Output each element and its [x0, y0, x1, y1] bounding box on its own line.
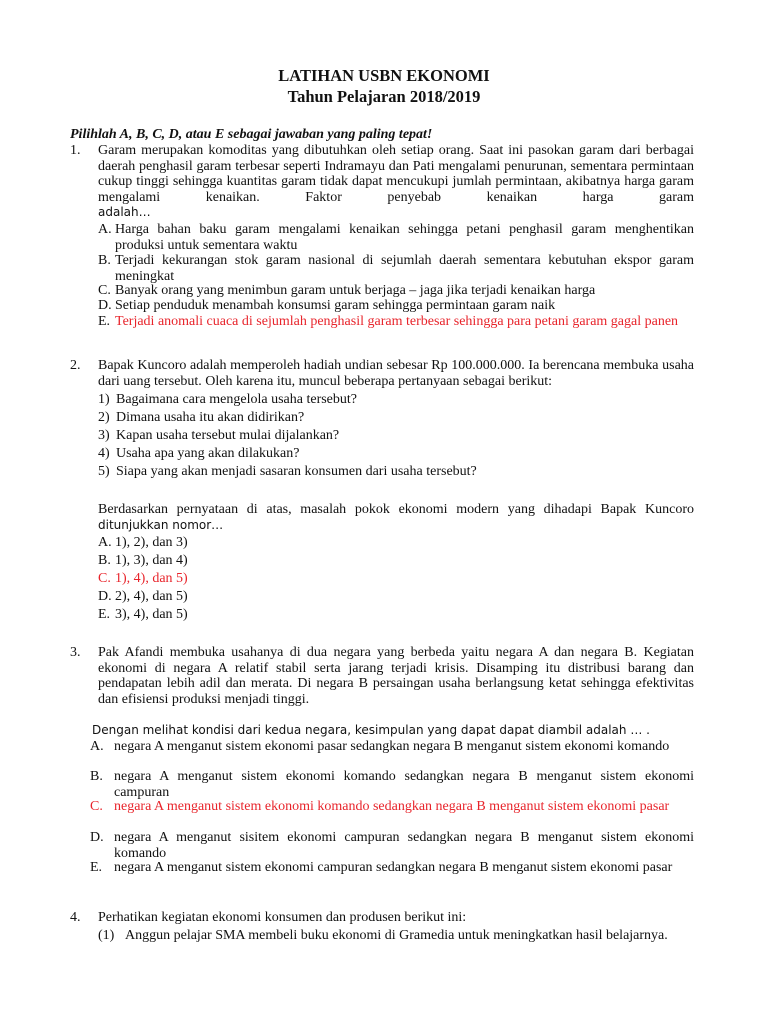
- question-1-number: 1.: [70, 143, 81, 158]
- question-2-item-4: 4) Usaha apa yang akan dilakukan?: [98, 446, 300, 461]
- question-3-option-a: A. negara A menganut sistem ekonomi pasar sedangkan negara B menganut sistem ekonomi komando: [90, 739, 670, 754]
- document-subtitle: Tahun Pelajaran 2018/2019: [287, 87, 481, 106]
- question-2-stem: Bapak Kuncoro adalah memperoleh hadiah undian sebesar Rp 100.000.000. Ia berencana membuka usaha dari uang tersebut. Oleh karena itu, muncul beberapa pertanyaan sebagai berikut:: [98, 358, 694, 389]
- question-2-item-1: 1) Bagaimana cara mengelola usaha tersebut?: [98, 392, 357, 407]
- question-2-item-5: 5) Siapa yang akan menjadi sasaran konsumen dari usaha tersebut?: [98, 464, 477, 479]
- question-1-option-a: A. Harga bahan baku garam mengalami kenaikan sehingga petani penghasil garam menghentikan produksi untuk sementara waktu: [98, 222, 694, 253]
- question-1-option-c: C. Banyak orang yang menimbun garam untuk berjaga – jaga jika terjadi kenaikan harga: [98, 283, 596, 298]
- question-2-item-2: 2) Dimana usaha itu akan didirikan?: [98, 410, 305, 425]
- question-2-number: 2.: [70, 358, 81, 373]
- question-2-option-a: A. 1), 2), dan 3): [98, 535, 188, 550]
- question-4-stem: Perhatikan kegiatan ekonomi konsumen dan produsen berikut ini:: [98, 910, 467, 925]
- question-3-stem: Pak Afandi membuka usahanya di dua negara yang berbeda yaitu negara A dan negara B. Kegiatan ekonomi di negara A relatif stabil serta jarang terjadi krisis. Disamping itu distribusi barang dan pendapatan lebih adil dan merata. Di negara B persaingan usaha berlangsung ketat sehingga efektivitas dan efisiensi produksi menjadi tinggi.: [98, 645, 694, 707]
- question-1-option-d: D. Setiap penduduk menambah konsumsi garam sehingga permintaan garam naik: [98, 298, 556, 313]
- document-title: LATIHAN USBN EKONOMI: [278, 66, 490, 85]
- instruction-text: Pilihlah A, B, C, D, atau E sebagai jawaban yang paling tepat!: [70, 127, 433, 142]
- question-1-option-e: E. Terjadi anomali cuaca di sejumlah penghasil garam terbesar sehingga para petani garam gagal panen: [98, 314, 679, 329]
- question-2-prompt: Berdasarkan pernyataan di atas, masalah pokok ekonomi modern yang dihadapi Bapak Kuncoro: [98, 502, 694, 517]
- question-3-option-d: D. negara A menganut sisitem ekonomi campuran sedangkan negara B menganut sistem ekonomi komando: [90, 830, 694, 861]
- question-1-option-b: B. Terjadi kekurangan stok garam nasional di sejumlah daerah sementara kebutuhan ekspor garam meningkat: [98, 253, 694, 284]
- question-2-option-b: B. 1), 3), dan 4): [98, 553, 188, 568]
- question-1-stem: Garam merupakan komoditas yang dibutuhkan oleh setiap orang. Saat ini pasokan garam dari berbagai daerah penghasil garam terbesar seperti Indramayu dan Pati mengalami penurunan, sementara permintaan cukup tinggi sehingga kuantitas garam tidak dapat mencukupi jumlah permintaan, akibatnya harga garam mengalami kenaikan. Faktor penyebab kenaikan harga garam: [98, 143, 694, 205]
- question-3-option-e: E. negara A menganut sistem ekonomi campuran sedangkan negara B menganut sistem ekonomi pasar: [90, 860, 673, 875]
- question-2-option-e: E. 3), 4), dan 5): [98, 607, 188, 622]
- question-1-stem-tail: adalah…: [98, 205, 151, 219]
- question-3-option-c: C. negara A menganut sistem ekonomi komando sedangkan negara B menganut sistem ekonomi pasar: [90, 799, 670, 814]
- question-3-prompt: Dengan melihat kondisi dari kedua negara, kesimpulan yang dapat dapat diambil adalah … .: [92, 723, 650, 737]
- question-3-number: 3.: [70, 645, 81, 660]
- question-2-option-d: D. 2), 4), dan 5): [98, 589, 188, 604]
- question-2-option-c: C. 1), 4), dan 5): [98, 571, 188, 586]
- question-3-option-b: B. negara A menganut sistem ekonomi komando sedangkan negara B menganut sistem ekonomi campuran: [90, 769, 694, 800]
- question-2-item-3: 3) Kapan usaha tersebut mulai dijalankan?: [98, 428, 340, 443]
- question-4-item-1: (1) Anggun pelajar SMA membeli buku ekonomi di Gramedia untuk meningkatkan hasil belajarnya.: [98, 928, 668, 943]
- question-4-number: 4.: [70, 910, 81, 925]
- question-2-prompt-tail: ditunjukkan nomor…: [98, 518, 224, 532]
